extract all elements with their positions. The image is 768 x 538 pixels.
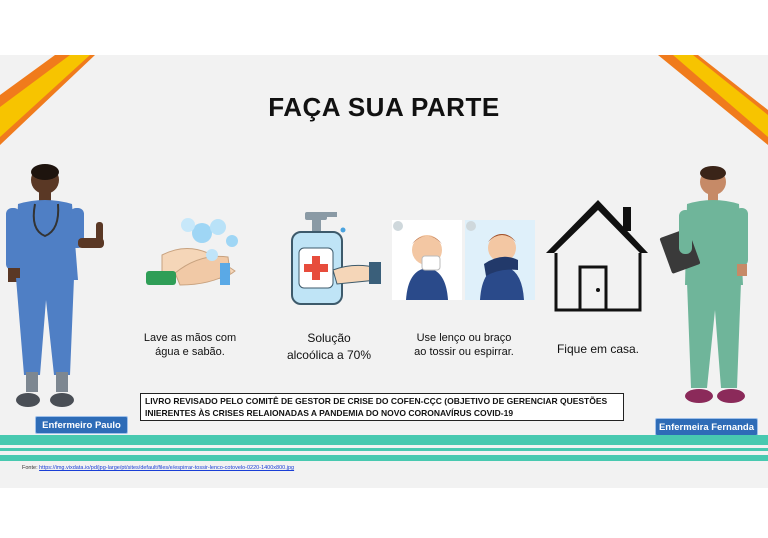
teal-stripe-thin	[0, 448, 768, 451]
nurse-paulo-label: Enfermeiro Paulo	[35, 416, 128, 434]
teal-stripe-top	[0, 435, 768, 445]
review-note: LIVRO REVISADO PELO COMITÊ DE GESTOR DE CRISE DO COFEN-CÇC (OBJETIVO DE GERENCIAR QUESTÕES INIERENTES ÀS CRISES RELAIONADAS A PANDEMIA DO NOVO CORONAVÍRUS COVID-19	[140, 393, 624, 421]
nurse-fernanda-illustration	[655, 160, 768, 415]
house-icon	[540, 195, 650, 315]
cough-icon	[392, 220, 537, 302]
nurse-fernanda-label: Enfermeira Fernanda	[655, 418, 758, 436]
action-caption-sanitizer: Solução alcoólica a 70%	[286, 331, 372, 362]
source-line	[22, 465, 294, 471]
page-title: FAÇA SUA PARTE	[268, 92, 500, 122]
action-caption-house: Fique em casa.	[556, 342, 640, 356]
action-caption-handwash: Lave as mãos com água e sabão.	[143, 332, 237, 358]
nurse-paulo-illustration	[0, 160, 120, 420]
action-caption-cough: Use lenço ou braço ao tossir ou espirrar.	[414, 332, 514, 358]
sanitizer-icon	[285, 210, 383, 310]
source-label: Fonte:	[22, 465, 38, 471]
handwash-icon	[140, 213, 242, 295]
teal-stripe-bottom	[0, 455, 768, 461]
slide	[0, 55, 768, 488]
source-link[interactable]: https://img.vixdata.io/pd/jpg-large/pt/sites/default/files/e/espirrar-tossir-lenco-cotovelo-0220-1400x800.jpg	[39, 465, 295, 471]
